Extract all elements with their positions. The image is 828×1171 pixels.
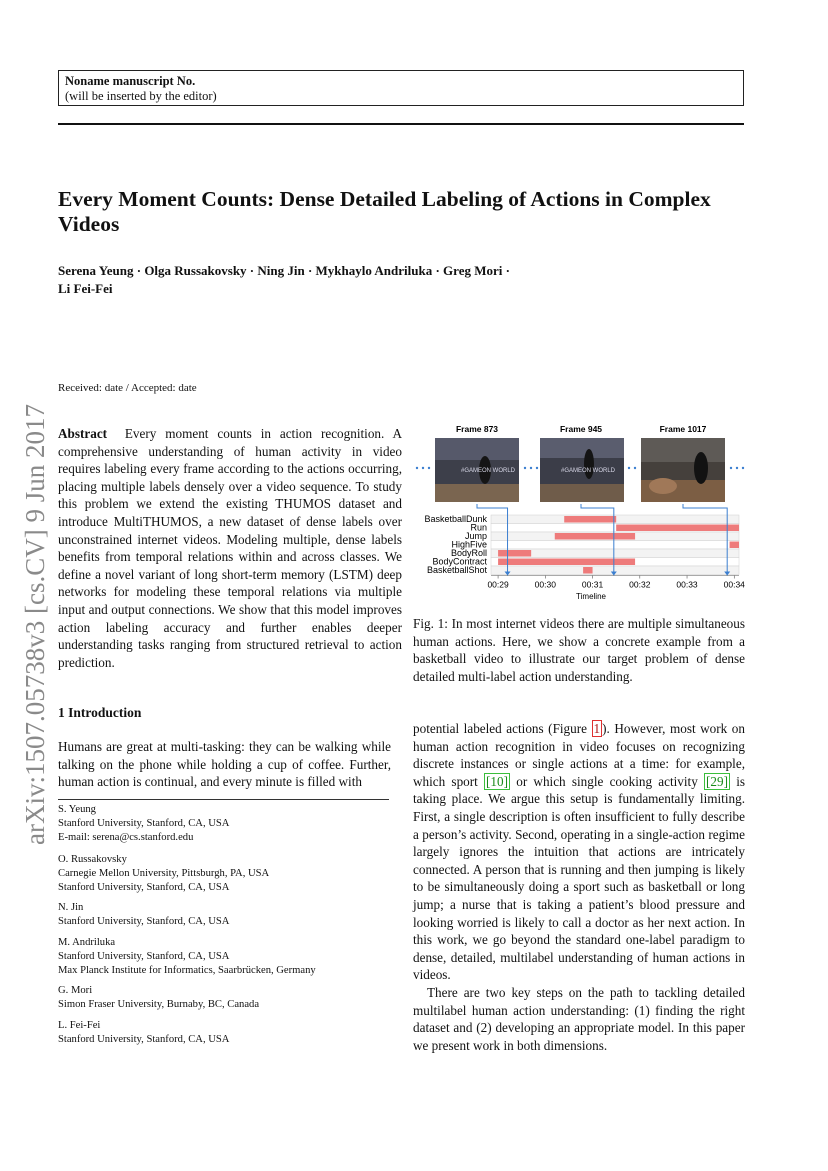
affiliation-footnote	[58, 1019, 398, 1047]
row-label: Jump	[464, 531, 487, 541]
frame-label: Frame 1017	[659, 424, 707, 434]
affiliation-footnote	[58, 853, 398, 895]
x-tick-label: 00:34	[723, 579, 745, 590]
x-axis-ticks	[487, 576, 745, 590]
manuscript-header	[58, 70, 744, 106]
text-run: is taking place. We argue this setup is fundamentally limiting. First, a single description is often insufficient to fully describe a person’s activity. Second, operating in a single-action regime largely ignores the intuition that actions are intricately connected. A person that is running and then jumping is likely to be simultaneously doing a sport such as basketball or long jump; a nurse that is taking a patient’s blood pressure and looking worried is likely to call a doctor as her next action. In this work, we go beyond the standard one-label paradigm to dense, detailed, multilabel understanding of human actions in videos.	[413, 773, 746, 983]
editor-note: (will be inserted by the editor)	[65, 89, 217, 103]
timeline-rows	[424, 514, 739, 575]
frame-label: Frame 945	[559, 424, 603, 434]
abstract-text: Every moment counts in action recognition. A comprehensive understanding of human activity in video requires labeling every frame according to the actions occurring, placing multiple labels densely over a video sequence. To study this problem we extend the existing THUMOS dataset and introduce MultiTHUMOS, a new dataset of dense labels over unconstrained internet videos. Modeling multiple, dense labels benefits from temporal relations within and across classes. We define a novel variant of long short-term memory (LSTM) deep networks for modeling these temporal relations via multiple input and output connections. We show that this model improves action labeling accuracy and further enables deeper understanding tasks ranging from structured retrieval to action prediction.	[58, 426, 402, 670]
footnote-line: Stanford University, Stanford, CA, USA	[58, 882, 230, 893]
row-label: HighFive	[451, 539, 487, 550]
action-bar	[498, 550, 531, 557]
action-bar	[730, 542, 739, 549]
court-banner: #GAMEON WORLD	[461, 468, 516, 474]
x-tick-label: 00:33	[676, 579, 698, 590]
footnote-author: N. Jin	[58, 902, 84, 913]
manuscript-number: Noname manuscript No.	[65, 74, 196, 88]
video-frame-thumbnail	[540, 438, 624, 502]
footnote-line: Max Planck Institute for Informatics, Saarbrücken, Germany	[58, 965, 316, 976]
intro-paragraph: Humans are great at multi-tasking: they can be walking while talking on the phone while holding a cup of coffee. Further, human action is continual, and every minute is filled with	[58, 739, 391, 790]
action-bar	[564, 516, 616, 523]
footnote-line: Stanford University, Stanford, CA, USA	[58, 1034, 230, 1045]
footnote-line: Carnegie Mellon University, Pittsburgh, PA, USA	[58, 868, 270, 879]
x-tick-label: 00:31	[581, 579, 604, 590]
paper-title: Every Moment Counts: Dense Detailed Labeling of Actions in Complex Videos	[58, 187, 711, 236]
author-line-2: Li Fei-Fei	[58, 281, 113, 296]
received-date: Received: date / Accepted: date	[58, 382, 197, 394]
x-axis-label: Timeline	[576, 592, 606, 601]
affiliation-footnote	[58, 984, 398, 1012]
action-bar	[498, 559, 635, 566]
action-bar	[616, 525, 739, 532]
action-bar	[583, 567, 592, 574]
footnote-author: L. Fei-Fei	[58, 1020, 101, 1031]
affiliation-footnote	[58, 936, 398, 978]
figure-1	[413, 420, 749, 610]
paragraph: There are two key steps on the path to tackling detailed multilabel human action understanding: (1) finding the right dataset and (2) developing an appropriate model. In this paper we present work in both dimensions.	[413, 984, 745, 1053]
header-rule	[58, 123, 744, 125]
row-label: Run	[470, 522, 487, 533]
section-heading: 1 Introduction	[58, 705, 142, 720]
row-track	[491, 541, 739, 550]
footnote-rule	[58, 799, 389, 800]
x-tick-label: 00:32	[629, 579, 651, 590]
abstract	[58, 425, 402, 671]
row-label: BasketballDunk	[424, 514, 487, 524]
footnote-line: Stanford University, Stanford, CA, USA	[58, 916, 230, 927]
row-label: BasketballShot	[426, 565, 487, 575]
citation-link[interactable]: [10]	[486, 773, 509, 789]
frame-label: Frame 873	[455, 424, 499, 434]
footnote-line: Simon Fraser University, Burnaby, BC, Canada	[58, 999, 260, 1010]
citation-link[interactable]: [29]	[706, 773, 728, 789]
figure-caption: Fig. 1: In most internet videos there are multiple simultaneous human actions. Here, we show a concrete example from a basketball video to illustrate our target problem of dense detailed multi-label action understanding.	[413, 616, 745, 684]
figure-link[interactable]: 1	[593, 721, 601, 736]
text-run: potential labeled actions (Figure	[413, 721, 592, 736]
x-tick-label: 00:29	[487, 579, 509, 590]
row-label: BodyContract	[432, 556, 487, 567]
text-run: ). However, most work on human action recognition in video focuses on recognizing discrete instances or single actions at a time: for example, which sport	[413, 721, 745, 789]
video-frame-thumbnail	[435, 438, 519, 502]
author-list	[58, 262, 748, 298]
footnote-author: G. Mori	[58, 985, 93, 996]
footnote-author: S. Yeung	[58, 804, 96, 815]
abstract-label: Abstract	[58, 426, 108, 441]
arxiv-stamp: arXiv:1507.05738v3 [cs.CV] 9 Jun 2017	[20, 404, 50, 845]
action-bar	[555, 533, 635, 540]
x-tick-label: 00:30	[534, 579, 556, 590]
affiliation-footnote	[58, 803, 398, 845]
paragraph	[413, 720, 745, 984]
footnote-author: O. Russakovsky	[58, 854, 127, 865]
action-timeline-figure	[413, 420, 749, 610]
affiliation-footnote	[58, 901, 398, 929]
author-line-1: Serena Yeung · Olga Russakovsky · Ning Jin · Mykhaylo Andriluka · Greg Mori ·	[58, 263, 510, 278]
court-banner: #GAMEON WORLD	[561, 468, 616, 474]
footnote-line: Stanford University, Stanford, CA, USA	[58, 818, 230, 829]
row-label: BodyRoll	[450, 548, 487, 558]
text-run: or which single cooking activity	[510, 773, 705, 789]
footnote-line: E-mail: serena@cs.stanford.edu	[58, 832, 194, 843]
footnote-line: Stanford University, Stanford, CA, USA	[58, 951, 230, 962]
intro-continued	[413, 720, 745, 1054]
footnote-author: M. Andriluka	[58, 937, 116, 948]
video-frame-thumbnail	[641, 438, 725, 502]
